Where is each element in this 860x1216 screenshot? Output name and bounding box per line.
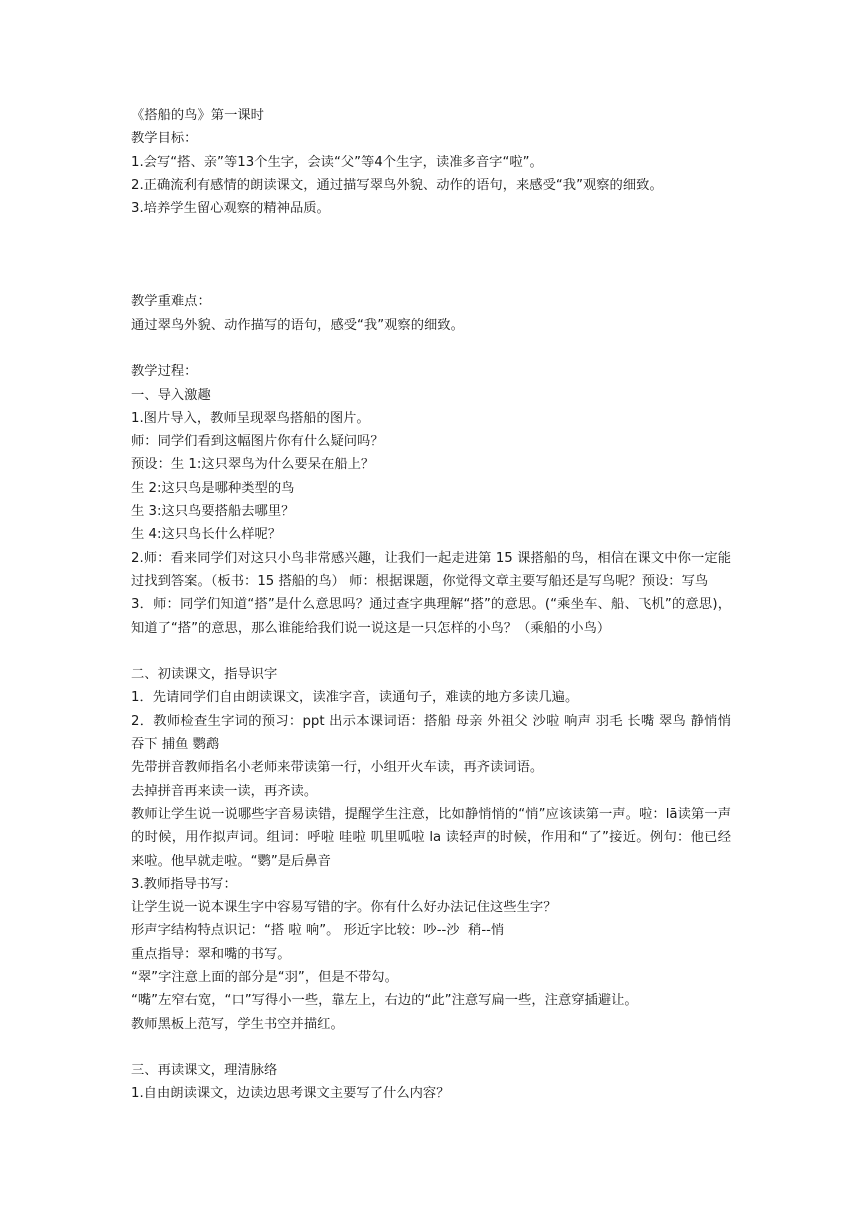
- goal-item: 2.正确流利有感情的朗读课文，通过描写翠鸟外貌、动作的语句，来感受“我”观察的细致。: [131, 177, 663, 193]
- paragraph-line: 3.教师指导书写：: [131, 876, 237, 892]
- paragraph-line: 预设：生 1:这只翠鸟为什么要呆在船上？: [131, 457, 375, 473]
- paragraph-line: 先带拼音教师指名小老师来带读第一行，小组开火车读，再齐读词语。: [131, 760, 544, 776]
- spacer: [131, 640, 731, 663]
- paragraph: 2．教师检查生字词的预习：ppt 出示本课词语：搭船 母亲 外祖父 沙啦 响声 羽毛 长嘴 翠鸟 静悄悄 吞下 捕鱼 鹦鹉: [131, 713, 731, 753]
- goal-item: 1.会写“搭、亲”等13个生字，会读“父”等4个生字，读准多音字“啦”。: [131, 154, 543, 170]
- paragraph-line: 生 3:这只鸟要搭船去哪里？: [131, 504, 295, 520]
- paragraph: 3．师：同学们知道“搭”是什么意思吗？通过查字典理解“搭”的意思。(“乘坐车、船、飞机”的意思)，知道了“搭”的意思，那么谁能给我们说一说这是一只怎样的小鸟？（乘船的小鸟）: [131, 597, 731, 636]
- paragraph-line: 师：同学们看到这幅图片你有什么疑问吗？: [131, 434, 384, 450]
- paragraph-line: 让学生说一说本课生字中容易写错的字。你有什么好办法记住这些生字？: [131, 900, 557, 916]
- paragraph-line: “翠”字注意上面的部分是“羽”，但是不带勾。: [131, 969, 398, 985]
- key-text: 通过翠鸟外貌、动作描写的语句，感受“我”观察的细致。: [131, 317, 464, 333]
- process-heading: 教学过程：: [131, 364, 198, 380]
- paragraph-line: 教师黑板上范写，学生书空并描红。: [131, 1016, 344, 1032]
- spacer: [131, 1036, 731, 1059]
- spacer: [131, 267, 731, 290]
- spacer: [131, 220, 731, 267]
- paragraph-line: “嘴”左窄右宽，“口”写得小一些，靠左上，右边的“此”注意写扁一些，注意穿插避让。: [131, 993, 638, 1009]
- paragraph: 教师让学生说一说哪些字音易读错，提醒学生注意，比如静悄悄的“悄”应该读第一声。啦：lā读第一声的时候，用作拟声词。组词：呼啦 哇啦 叽里呱啦 la 读轻声的时候，作用和“了”接近。例句：他已经来啦。他早就走啦。“鹦”是后鼻音: [131, 806, 731, 869]
- paragraph-line: 去掉拼音再来读一读，再齐读。: [131, 783, 318, 799]
- paragraph-line: 1.自由朗读课文，边读边思考课文主要写了什么内容？: [131, 1086, 450, 1102]
- paragraph-line: 1．先请同学们自由朗读课文，读准字音，读通句子，难读的地方多读几遍。: [131, 690, 579, 706]
- paragraph-line: 形声字结构特点识记：“搭 啦 响”。 形近字比较：吵--沙 稍--悄: [131, 923, 505, 939]
- paragraph-line: 生 2:这只鸟是哪种类型的鸟: [131, 480, 295, 496]
- key-heading: 教学重难点：: [131, 294, 211, 310]
- goal-item: 3.培养学生留心观察的精神品质。: [131, 201, 330, 217]
- paragraph-line: 1.图片导入，教师呈现翠鸟搭船的图片。: [131, 410, 370, 426]
- goals-heading: 教学目标：: [131, 131, 198, 147]
- section-heading: 一、导入激趣: [131, 387, 211, 403]
- section-heading: 二、初读课文，指导识字: [131, 667, 278, 683]
- paragraph: 2.师：看来同学们对这只小鸟非常感兴趣，让我们一起走进第 15 课搭船的鸟，相信在课文中你一定能过找到答案。（板书：15 搭船的鸟） 师：根据课题，你觉得文章主要写船还是写鸟呢？预设：写鸟: [131, 550, 731, 589]
- section-heading: 三、再读课文，理清脉络: [131, 1063, 278, 1079]
- paragraph-line: 生 4:这只鸟长什么样呢？: [131, 527, 282, 543]
- doc-title: 《搭船的鸟》第一课时: [131, 108, 264, 123]
- spacer: [131, 337, 731, 360]
- paragraph-line: 重点指导：翠和嘴的书写。: [131, 946, 291, 962]
- document-page: [131, 104, 731, 1106]
